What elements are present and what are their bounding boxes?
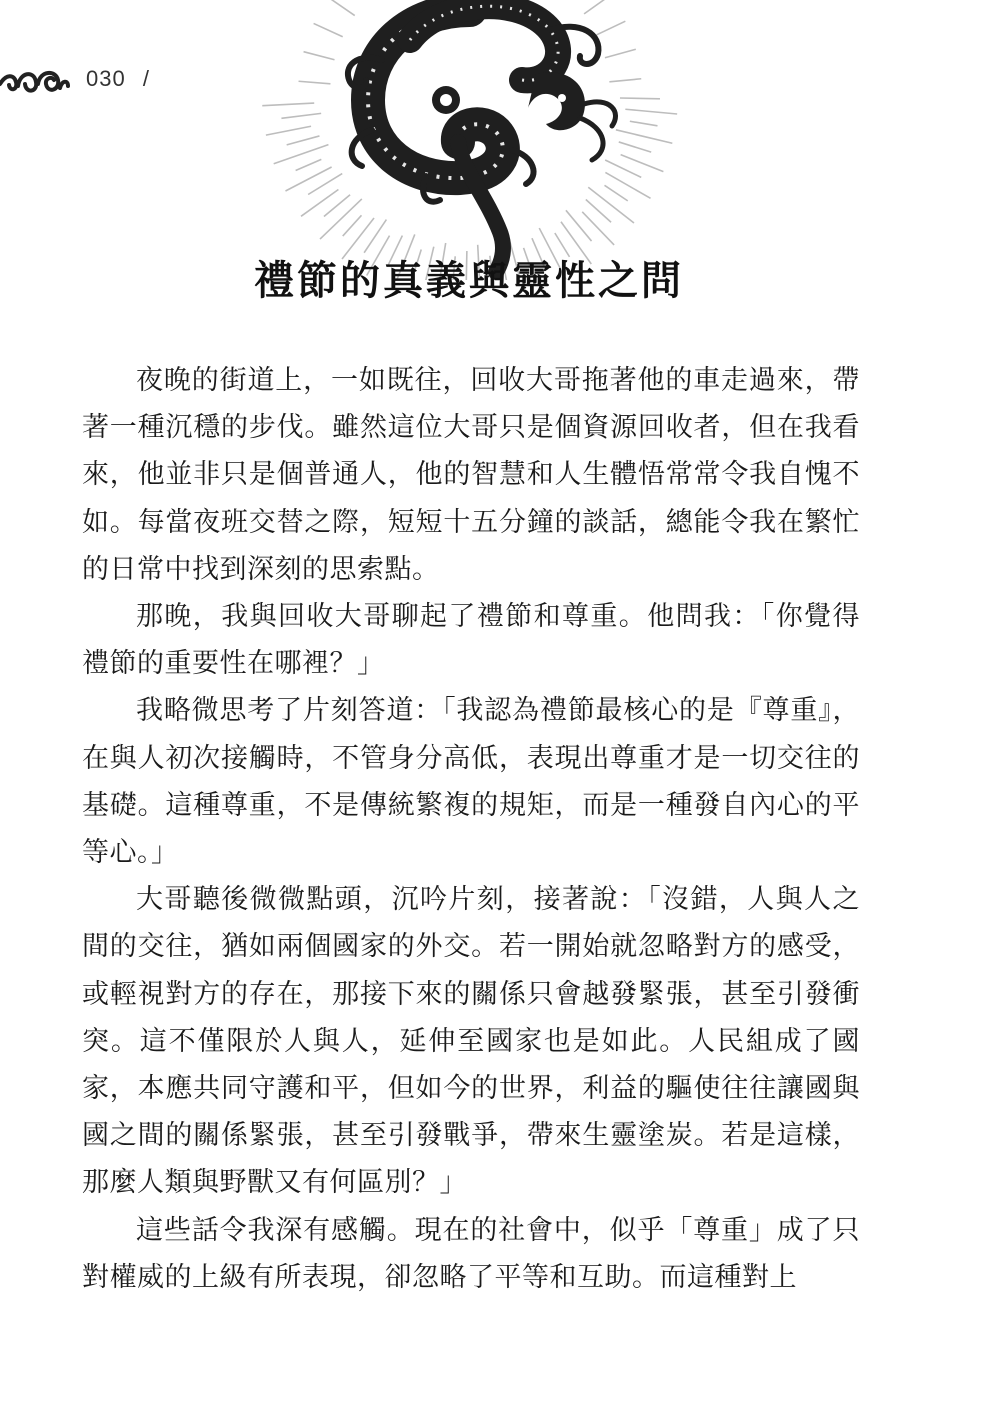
sun-ray: [621, 155, 664, 172]
sun-ray: [266, 126, 311, 135]
paragraph: 這些話令我深有感觸。現在的社會中，似乎「尊重」成了只對權威的上級有所表現，卻忽略了平等和互助。而這種對上: [82, 1214, 860, 1293]
sun-ray: [609, 79, 641, 82]
sun-ray: [582, 212, 614, 245]
page-number: [86, 66, 150, 92]
sun-ray: [625, 109, 677, 114]
dragon-body: [348, 6, 616, 272]
sun-ray: [262, 103, 314, 106]
sun-ray: [343, 215, 362, 236]
page-number-value: 030: [86, 66, 126, 91]
sun-ray: [620, 98, 660, 99]
sun-ray: [287, 136, 320, 145]
paragraph: 大哥聽後微微點頭，沉吟片刻，接著說：「沒錯，人與人之間的交往，猶如兩個國家的外交。若一開始就忽略對方的感受，或輕視對方的存在，那接下來的關係只會越發緊張，甚至引發衝突。這不僅限於人與人，延伸至國家也是如此。人民組成了國家，本應共同守護和平，但如今的世界，利益的驅使往往讓國與國之間的關係緊張，甚至引發戰爭，帶來生靈塗炭。若是這樣，那麼人類與野獸又有何區別？」: [82, 884, 860, 1199]
dragon-emblem-icon: [250, 0, 690, 280]
sun-ray: [616, 130, 672, 143]
paragraph: 夜晚的街道上，一如既往，回收大哥拖著他的車走過來，帶著一種沉穩的步伐。雖然這位大哥只是個資源回收者，但在我看來，他並非只是個普通人，他的智慧和人生體悟常常令我自愧不如。每當夜班交替之際，短短十五分鐘的談話，總能令我在繁忙的日常中找到深刻的思索點。: [82, 365, 860, 585]
sun-ray: [566, 210, 592, 241]
sun-ray: [274, 145, 329, 164]
paragraph: 那晚，我與回收大哥聊起了禮節和尊重。他問我：「你覺得禮節的重要性在哪裡？」: [82, 601, 860, 680]
sun-ray: [285, 167, 331, 191]
sun-ray: [296, 159, 322, 170]
sun-ray: [299, 81, 331, 84]
sun-ray: [281, 113, 321, 118]
sun-ray: [605, 49, 636, 58]
sun-ray: [320, 199, 362, 239]
sun-ray: [301, 189, 338, 216]
sun-ray: [630, 121, 658, 126]
sun-ray: [304, 52, 335, 60]
paragraph: 我略微思考了片刻答道：「我認為禮節最核心的是『尊重』，在與人初次接觸時，不管身分高低，表現出尊重才是一切交往的基礎。這種尊重，不是傳統繁複的規矩，而是一種發自內心的平等心。」: [82, 695, 860, 869]
sun-ray: [596, 21, 625, 35]
sun-ray: [605, 172, 650, 198]
sun-ray: [314, 23, 343, 36]
sun-ray: [328, 0, 354, 16]
sun-ray: [605, 185, 628, 201]
chapter-title: 禮節的真義與靈性之問: [254, 257, 684, 304]
sun-ray: [584, 0, 610, 14]
body-text: [82, 357, 860, 1301]
page-number-separator: /: [142, 66, 150, 91]
sun-ray: [619, 142, 651, 152]
cloud-scroll-icon: [0, 66, 70, 96]
sun-ray: [588, 187, 634, 223]
